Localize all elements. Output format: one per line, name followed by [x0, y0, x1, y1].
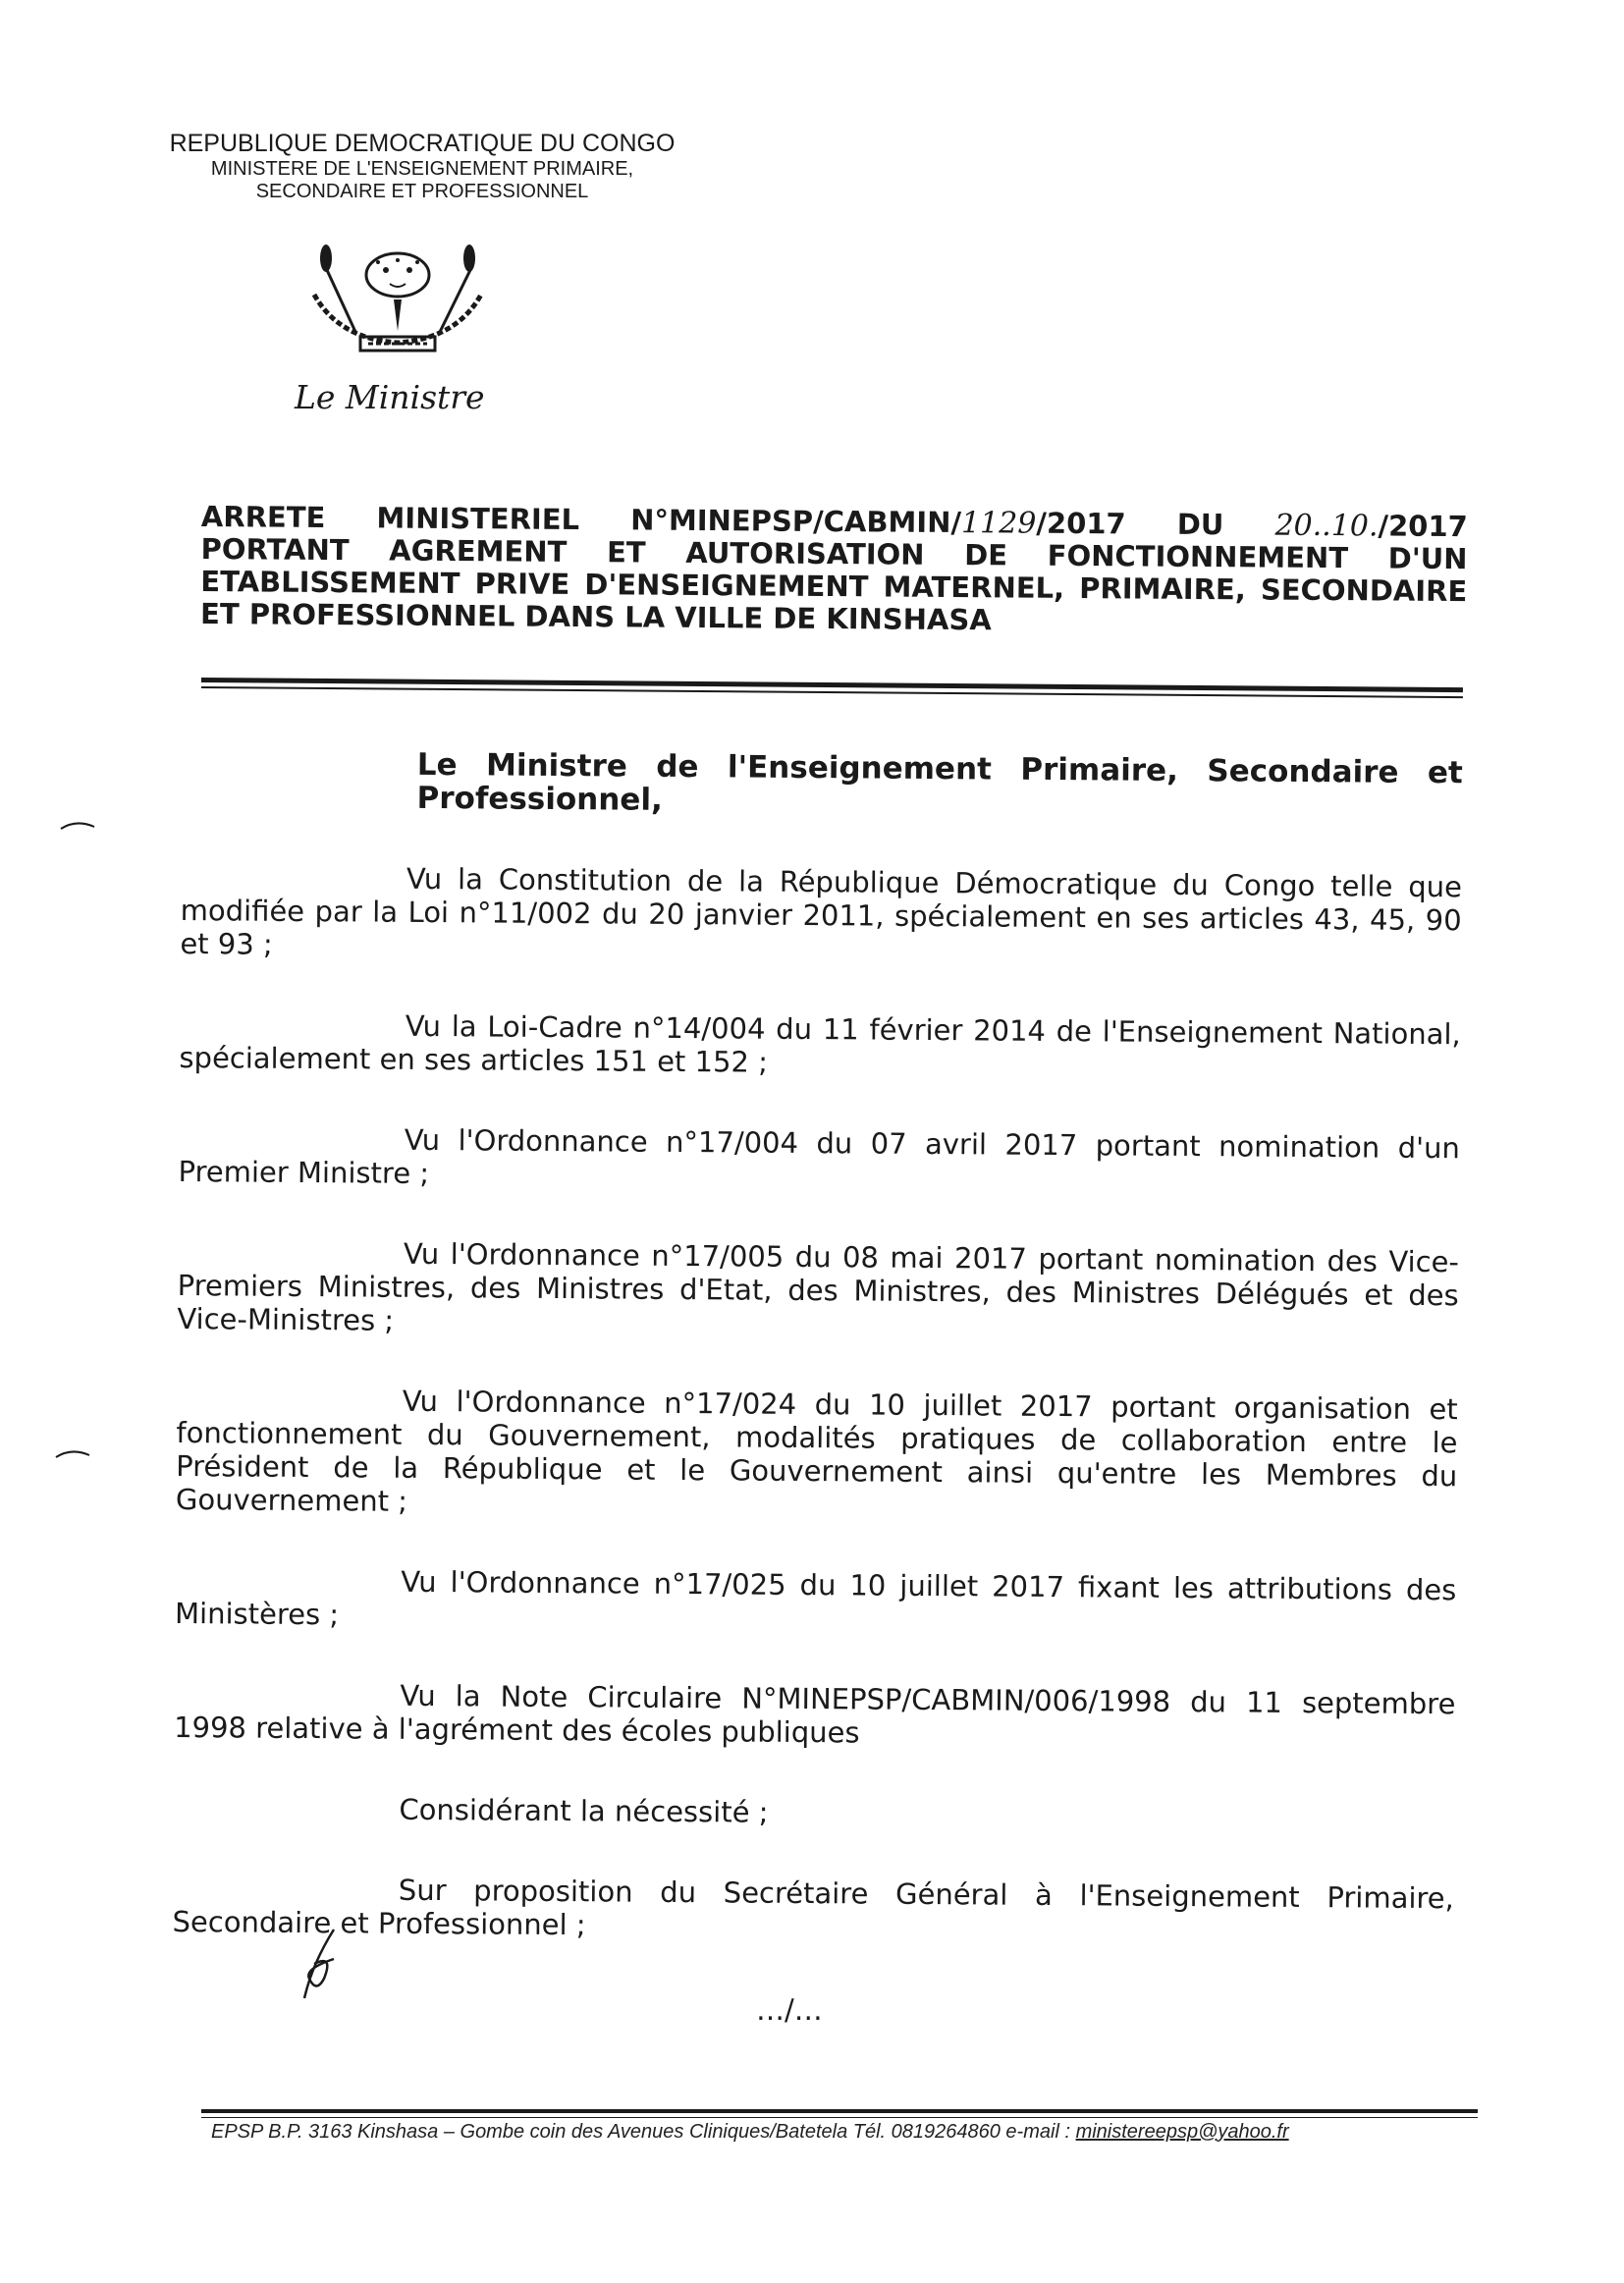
ministry-line-2: SECONDAIRE ET PROFESSIONNEL: [255, 180, 589, 202]
decree-date: 20..10./2017: [1274, 508, 1468, 544]
footer-email-link[interactable]: ministereepsp@yahoo.fr: [1075, 2121, 1289, 2143]
decree-title: [200, 501, 1468, 640]
title-word: AUTORISATION: [685, 535, 925, 571]
title-word: DU: [1176, 507, 1224, 542]
recital-paragraph: Vu l'Ordonnance n°17/004 du 07 avril 2017 portant nomination d'un Premier Ministre ;: [178, 1122, 1460, 1190]
margin-mark: [54, 1443, 93, 1463]
page-continuation: …/…: [756, 1993, 823, 2027]
title-word: PRIVE: [474, 567, 570, 601]
handwritten-number: 1129: [960, 506, 1037, 541]
recital-paragraph: Vu la Loi-Cadre n°14/004 du 11 février 2014 de l'Enseignement National, spécialement en ses articles 151 et 152 ;: [179, 1008, 1461, 1079]
recital-paragraph: Vu l'Ordonnance n°17/025 du 10 juillet 2017 fixant les attributions des Ministères ;: [174, 1564, 1457, 1632]
recital-paragraph: Considérant la nécessité ;: [399, 1792, 769, 1829]
letterhead: [147, 130, 697, 203]
title-word: DE: [964, 538, 1008, 572]
title-word: ET: [606, 535, 646, 570]
title-word: AGREMENT: [389, 533, 568, 569]
title-word: D'ENSEIGNEMENT: [584, 568, 869, 604]
ministry-line-1: MINISTERE DE L'ENSEIGNEMENT PRIMAIRE,: [210, 157, 634, 180]
title-word: FONCTIONNEMENT: [1047, 538, 1349, 575]
title-word: MINISTERIEL: [376, 501, 580, 537]
footer-address-text: EPSP B.P. 3163 Kinshasa – Gombe coin des Avenues Cliniques/Batetela Tél. 0819264860 e-mail :: [211, 2121, 1076, 2143]
title-word: ETABLISSEMENT: [200, 564, 460, 601]
footer-address: [211, 2121, 1488, 2144]
margin-mark: [59, 815, 98, 835]
recital-paragraph: Vu la Note Circulaire N°MINEPSP/CABMIN/006/1998 du 11 septembre 1998 relative à l'agrément des écoles publiques: [174, 1678, 1456, 1750]
title-word: MATERNEL,: [883, 570, 1065, 605]
title-line-4: ET PROFESSIONNEL DANS LA VILLE DE KINSHASA: [199, 596, 992, 637]
decree-number: N°MINEPSP/CABMIN/1129/2017: [630, 503, 1126, 541]
coat-of-arms-emblem: [299, 241, 496, 356]
title-word: D'UN: [1387, 541, 1468, 576]
minister-intro: Le Ministre de l'Enseignement Primaire, Secondaire et Professionnel,: [416, 746, 1463, 818]
signatory-role: Le Ministre: [295, 378, 485, 416]
recital-paragraph: Vu l'Ordonnance n°17/005 du 08 mai 2017 portant nomination des Vice-Premiers Ministres, des Ministres d'Etat, des Ministres, des Ministres Délégués et des Vice-Ministres ;: [177, 1236, 1460, 1337]
title-rule: [201, 678, 1463, 692]
initials-signature: [295, 1925, 363, 2003]
country-name: REPUBLIQUE DEMOCRATIQUE DU CONGO: [169, 130, 676, 157]
title-word: SECONDAIRE: [1260, 572, 1468, 609]
title-word: PRIMAIRE,: [1079, 571, 1246, 607]
footer-rule-thin: [201, 2117, 1478, 2118]
title-word: PORTANT: [200, 531, 350, 568]
recital-paragraph: Vu l'Ordonnance n°17/024 du 10 juillet 2017 portant organisation et fonctionnement du Gouvernement, modalités pratiques de collaboration entre le Président de la République et le Gouvernement ainsi qu'entre les Membres du Gouvernement ;: [175, 1384, 1458, 1518]
decree-body: [172, 746, 1463, 1995]
footer-rule: [201, 2109, 1478, 2113]
handwritten-date: 20..10.: [1274, 508, 1379, 544]
recital-paragraph: Sur proposition du Secrétaire Général à l'Enseignement Primaire, Secondaire et Professionnel ;: [172, 1873, 1454, 1942]
recital-paragraph: Vu la Constitution de la République Démocratique du Congo telle que modifiée par la Loi n°11/002 du 20 janvier 2011, spécialement en ses articles 43, 45, 90 et 93 ;: [180, 861, 1463, 961]
title-word: ARRETE: [200, 500, 326, 534]
